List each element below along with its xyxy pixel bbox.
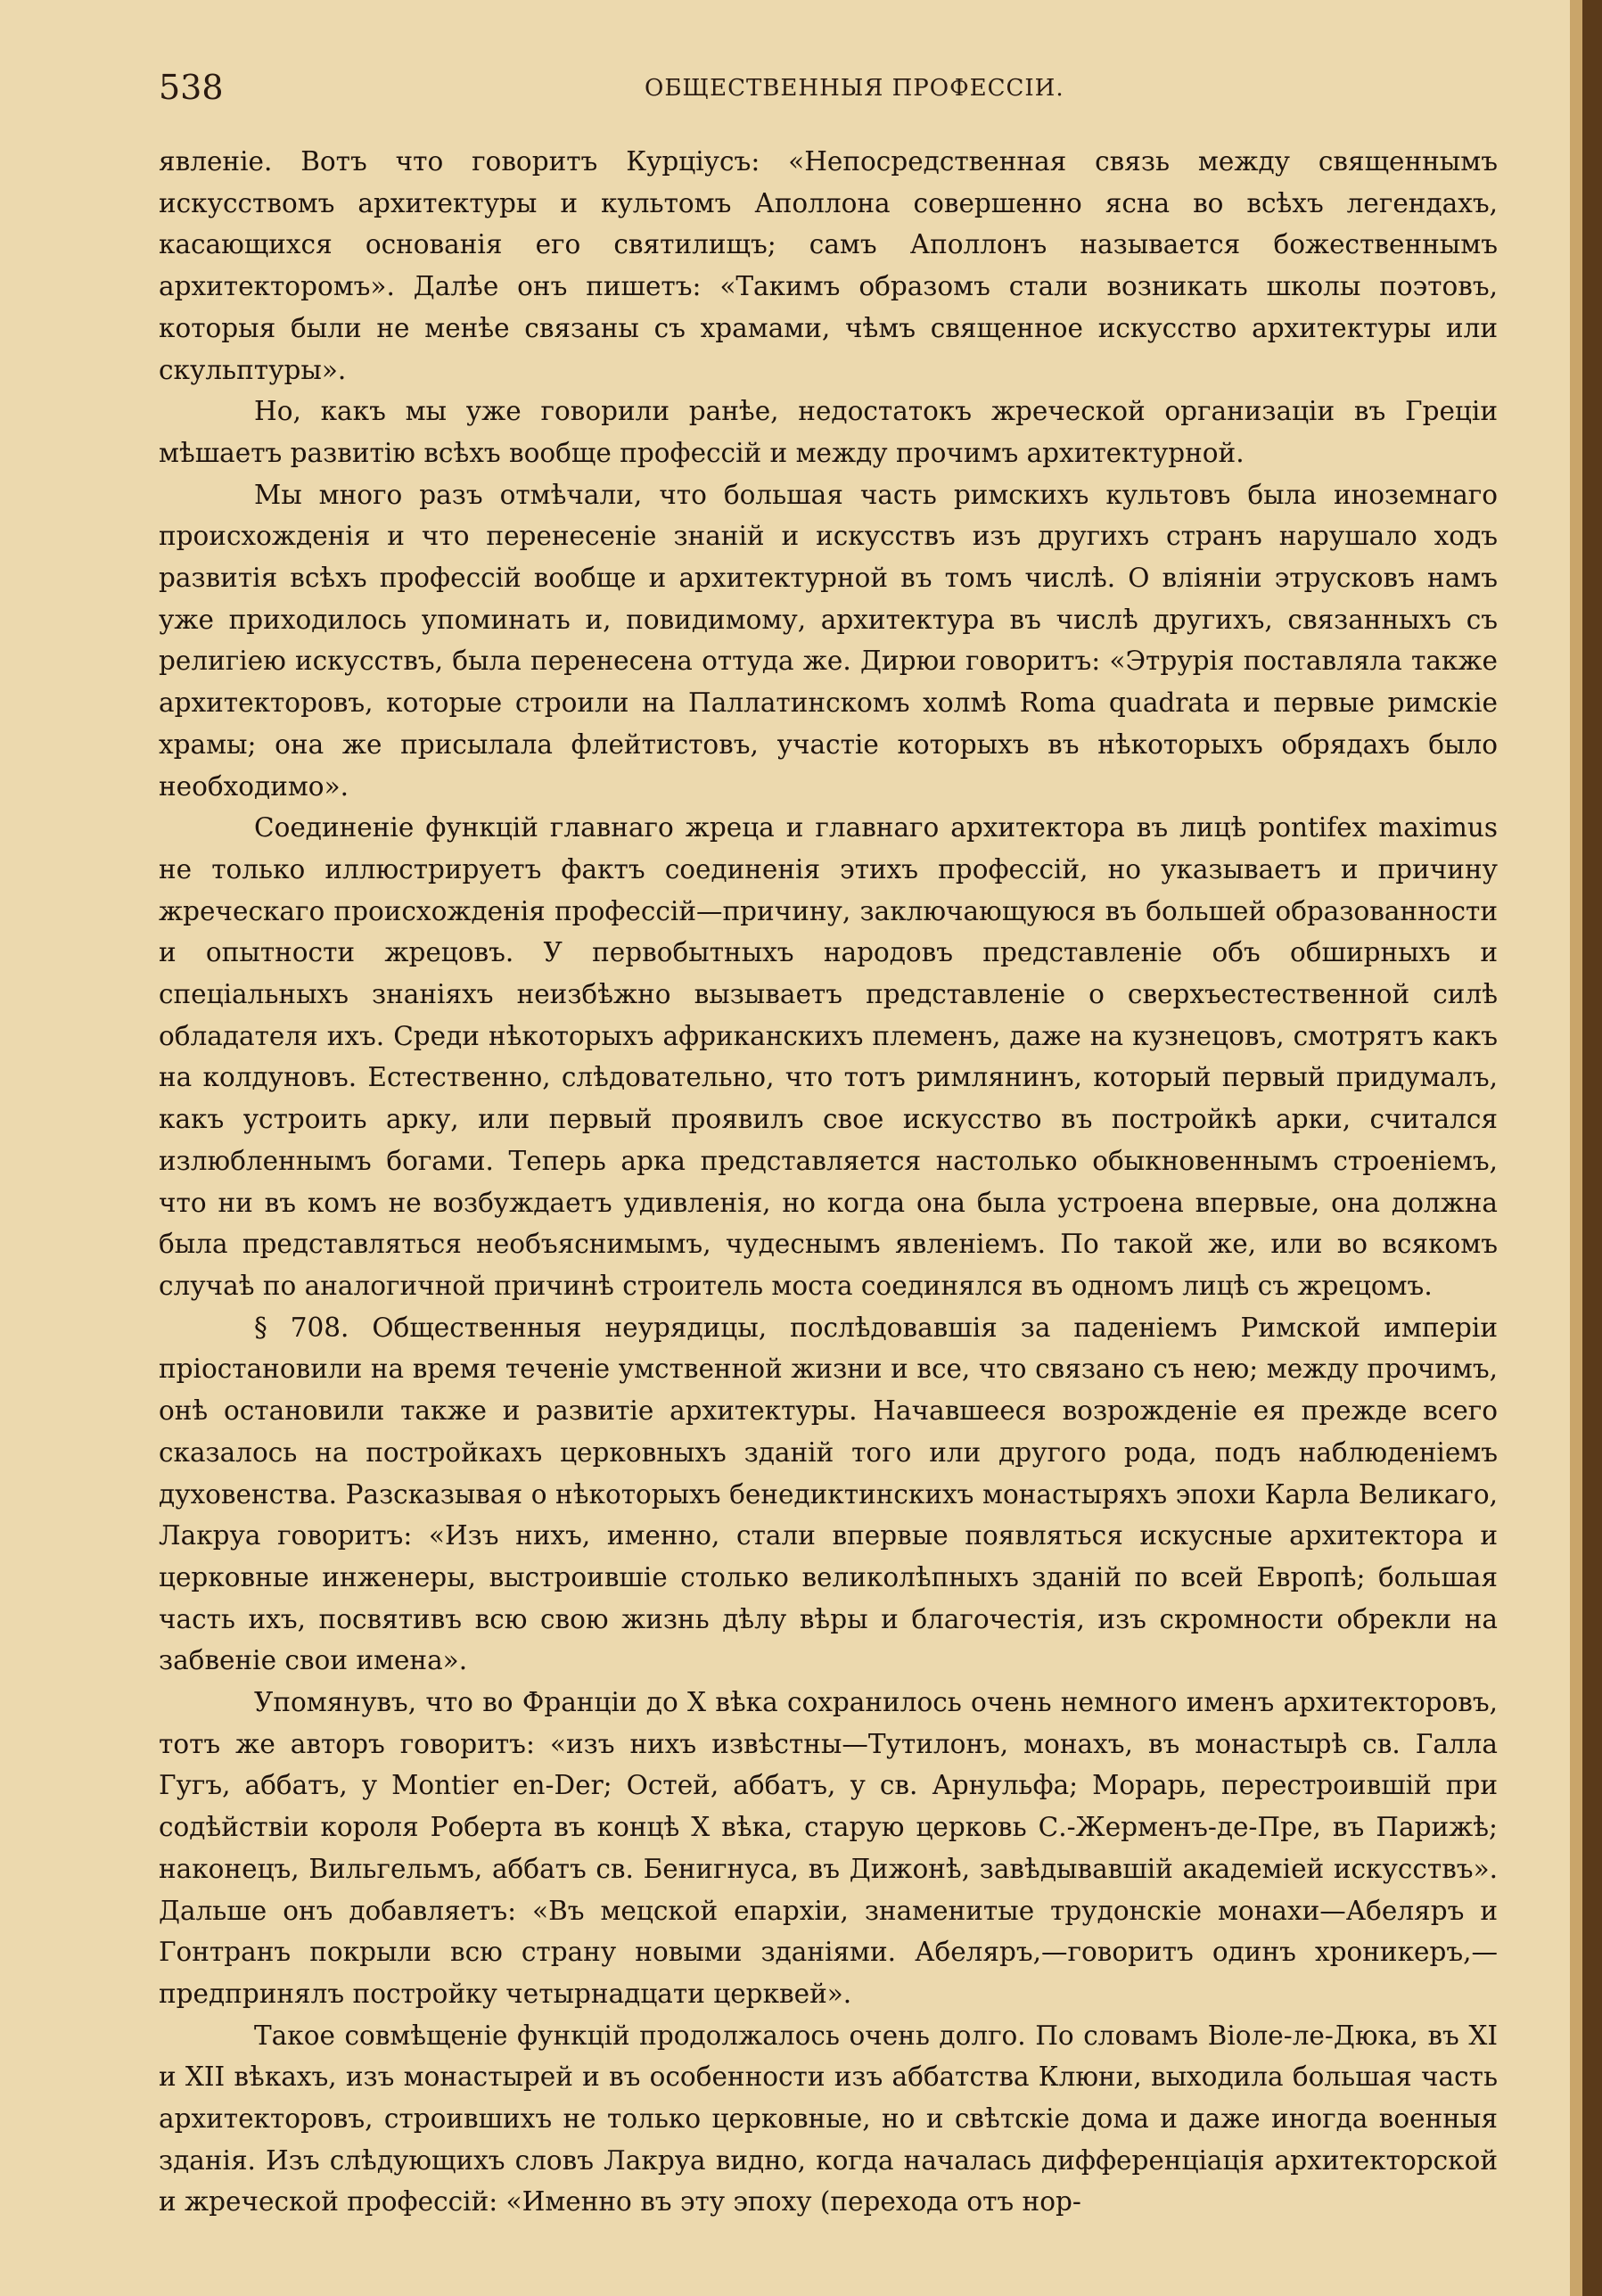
paragraph: Соединеніе функцій главнаго жреца и главнаго архитектора въ лицѣ pontifex maximus не только иллюстрируетъ фактъ соединенія этихъ профессій, но указываетъ и причину жреческаго происхожденія профессій—причину, заключающуюся въ большей образованности и опытности жрецовъ. У первобытныхъ народовъ представленіе объ обширныхъ и спеціальныхъ знаніяхъ неизбѣжно вызываетъ представленіе о сверхъестественной силѣ обладателя ихъ. Среди нѣкоторыхъ африканскихъ племенъ, даже на кузнецовъ, смотрятъ какъ на колдуновъ. Естественно, слѣдовательно, что тотъ римлянинъ, который первый придумалъ, какъ устроить арку, или первый проявилъ свое искусство въ постройкѣ арки, считался излюбленнымъ богами. Теперь арка представляется настолько обыкновеннымъ строеніемъ, что ни въ комъ не возбуждаетъ удивленія, но когда она была устроена впервые, она должна была представляться необъяснимымъ, чудеснымъ явленіемъ. По такой же, или во всякомъ случаѣ по аналогичной причинѣ строитель моста соединялся въ одномъ лицѣ съ жрецомъ. [159, 812, 1498, 1301]
paragraph-section-708: § 708. Общественныя неурядицы, послѣдовавшія за паденіемъ Римской имперіи пріостановили на время теченіе умственной жизни и все, что связано съ нею; между прочимъ, онѣ остановили также и развитіе архитектуры. Начавшееся возрожденіе ея прежде всего сказалось на постройкахъ церковныхъ зданій того или другого рода, подъ наблюденіемъ духовенства. Разсказывая о нѣкоторыхъ бенедиктинскихъ монастыряхъ эпохи Карла Великаго, Лакруа говоритъ: «Изъ нихъ, именно, стали впервые появляться искусные архитектора и церковные инженеры, выстроившіе столько великолѣпныхъ зданій по всей Европѣ; большая часть ихъ, посвятивъ всю свою жизнь дѣлу вѣры и благочестія, изъ скромности обрекли на забвеніе свои имена». [159, 1312, 1498, 1676]
paragraph: Такое совмѣщеніе функцій продолжалось очень долго. По словамъ Віоле-ле-Дюка, въ XI и XII вѣкахъ, изъ монастырей и въ особенности изъ аббатства Клюни, выходила большая часть архитекторовъ, строившихъ не только церковные, но и свѣтскіе дома и даже иногда военныя зданія. Изъ слѣдующихъ словъ Лакруа видно, когда началась дифференціація архитекторской и жреческой профессій: «Именно въ эту эпоху (перехода отъ нор- [159, 2020, 1498, 2218]
running-head: ОБЩЕСТВЕННЫЯ ПРОФЕССІИ. [645, 75, 1064, 102]
page-header [159, 68, 1496, 112]
paragraph: Но, какъ мы уже говорили ранѣе, недостатокъ жреческой организаціи въ Греціи мѣшаетъ развитію всѣхъ вообще профессій и между прочимъ архитектурной. [159, 396, 1498, 468]
page-edge [1570, 0, 1582, 2296]
paragraph: Упомянувъ, что во Франціи до X вѣка сохранилось очень немного именъ архитекторовъ, тотъ же авторъ говоритъ: «изъ нихъ извѣстны—Тутилонъ, монахъ, въ монастырѣ св. Галла Гугъ, аббатъ, у Montier en-Der; Остей, аббатъ, у св. Арнульфа; Морарь, перестроившій при содѣйствіи короля Роберта въ концѣ X вѣка, старую церковь С.-Жерменъ-де-Пре, въ Парижѣ; наконецъ, Вильгельмъ, аббатъ св. Бенигнуса, въ Дижонѣ, завѣдывавшій академіей искусствъ». Дальше онъ добавляетъ: «Въ мецской епархіи, знаменитые трудонскіе монахи—Абеляръ и Гонтранъ покрыли всю страну новыми зданіями. Абеляръ,—говоритъ одинъ хроникеръ,—предпринялъ постройку четырнадцати церквей». [159, 1687, 1498, 2009]
page-number: 538 [159, 68, 224, 107]
body-text [159, 141, 1498, 2223]
book-spine [1582, 0, 1602, 2296]
paragraph: Мы много разъ отмѣчали, что большая часть римскихъ культовъ была иноземнаго происхожденія и что перенесеніе знаній и искусствъ изъ другихъ странъ нарушало ходъ развитія всѣхъ профессій вообще и архитектурной въ томъ числѣ. О вліяніи этрусковъ намъ уже приходилось упоминать и, повидимому, архитектура въ числѣ другихъ, связанныхъ съ религіею искусствъ, была перенесена оттуда же. Дирюи говоритъ: «Этрурія поставляла также архитекторовъ, которые строили на Паллатинскомъ холмѣ Roma quadrata и первые римскіе храмы; она же присылала флейтистовъ, участіе которыхъ въ нѣкоторыхъ обрядахъ было необходимо». [159, 479, 1498, 802]
paragraph: явленіе. Вотъ что говоритъ Курціусъ: «Непосредственная связь между священнымъ искусствомъ архитектуры и культомъ Аполлона совершенно ясна во всѣхъ легендахъ, касающихся основанія его святилищъ; самъ Аполлонъ называется божественнымъ архитекторомъ». Далѣе онъ пишетъ: «Такимъ образомъ стали возникать школы поэтовъ, которыя были не менѣе связаны съ храмами, чѣмъ священное искусство архитектуры или скульптуры». [159, 146, 1498, 385]
